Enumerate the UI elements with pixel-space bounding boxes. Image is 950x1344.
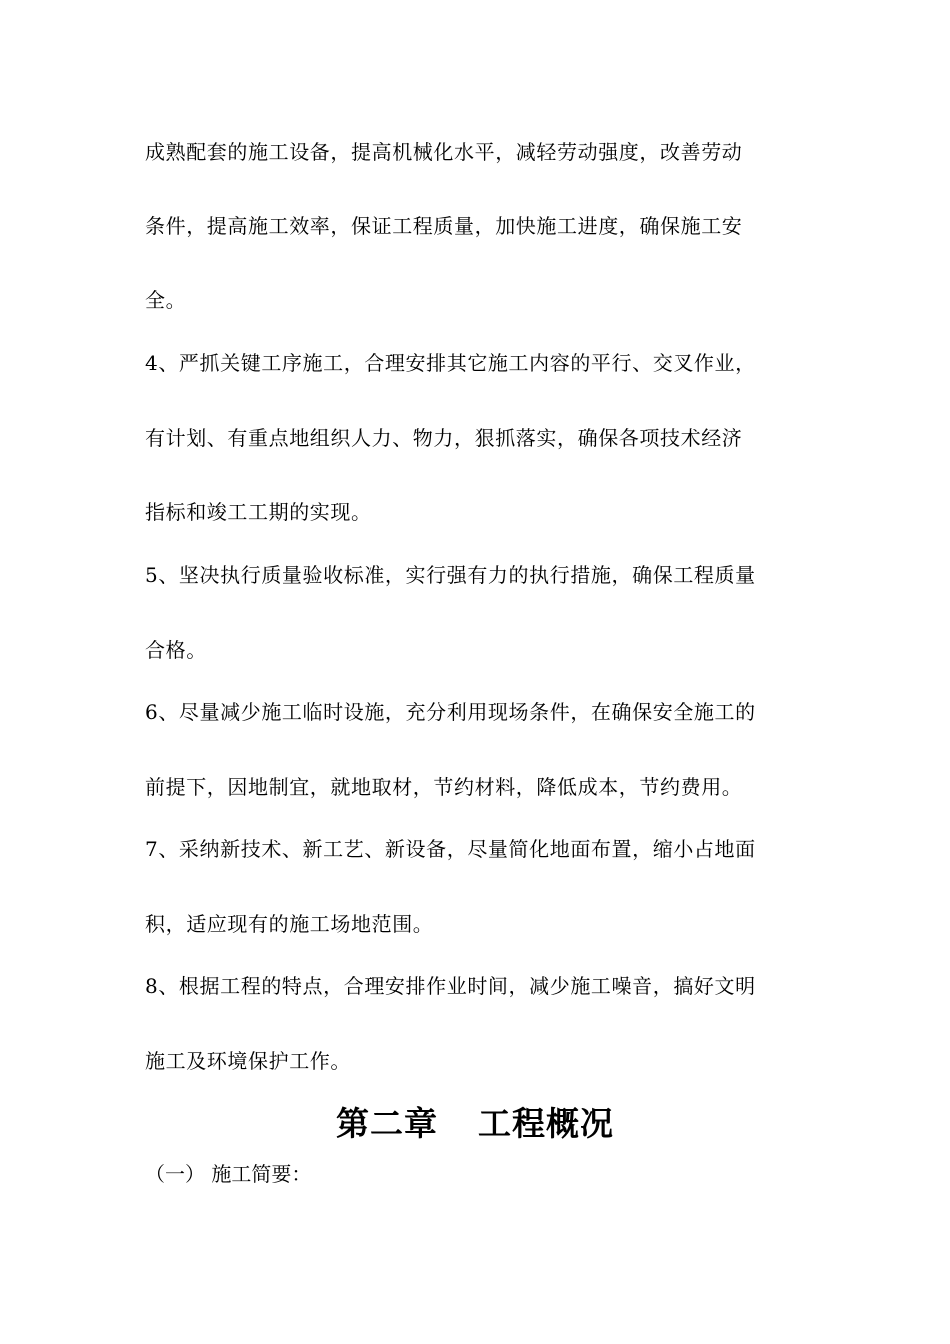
paragraph-line: 8、根据工程的特点，合理安排作业时间，减少施工噪音，搞好文明 xyxy=(145,974,756,998)
chapter-number: 第二章 xyxy=(336,1104,438,1143)
paragraph-line: 施工及环境保护工作。 xyxy=(145,1049,351,1073)
paragraph-line: 条件，提高施工效率，保证工程质量，加快施工进度，确保施工安 xyxy=(145,214,743,238)
paragraph-line: 合格。 xyxy=(145,638,207,662)
paragraph-line: 5、坚决执行质量验收标准，实行强有力的执行措施，确保工程质量 xyxy=(145,563,756,587)
paragraph-line: 4、严抓关键工序施工，合理安排其它施工内容的平行、交叉作业， xyxy=(145,351,756,375)
paragraph-line: 前提下，因地制宜，就地取材，节约材料，降低成本，节约费用。 xyxy=(145,775,743,799)
paragraph-line: 全。 xyxy=(145,288,187,312)
section-heading: （一） 施工简要： xyxy=(145,1162,312,1186)
paragraph-line: 有计划、有重点地组织人力、物力，狠抓落实，确保各项技术经济 xyxy=(145,426,743,450)
paragraph-line: 7、采纳新技术、新工艺、新设备，尽量简化地面布置，缩小占地面 xyxy=(145,837,756,861)
chapter-title: 工程概况 xyxy=(478,1104,614,1143)
chapter-heading xyxy=(0,1102,950,1146)
paragraph-line: 积，适应现有的施工场地范围。 xyxy=(145,912,434,936)
paragraph-line: 成熟配套的施工设备，提高机械化水平，减轻劳动强度，改善劳动 xyxy=(145,140,743,164)
paragraph-line: 6、尽量减少施工临时设施，充分利用现场条件，在确保安全施工的 xyxy=(145,700,756,724)
paragraph-line: 指标和竣工工期的实现。 xyxy=(145,500,372,524)
